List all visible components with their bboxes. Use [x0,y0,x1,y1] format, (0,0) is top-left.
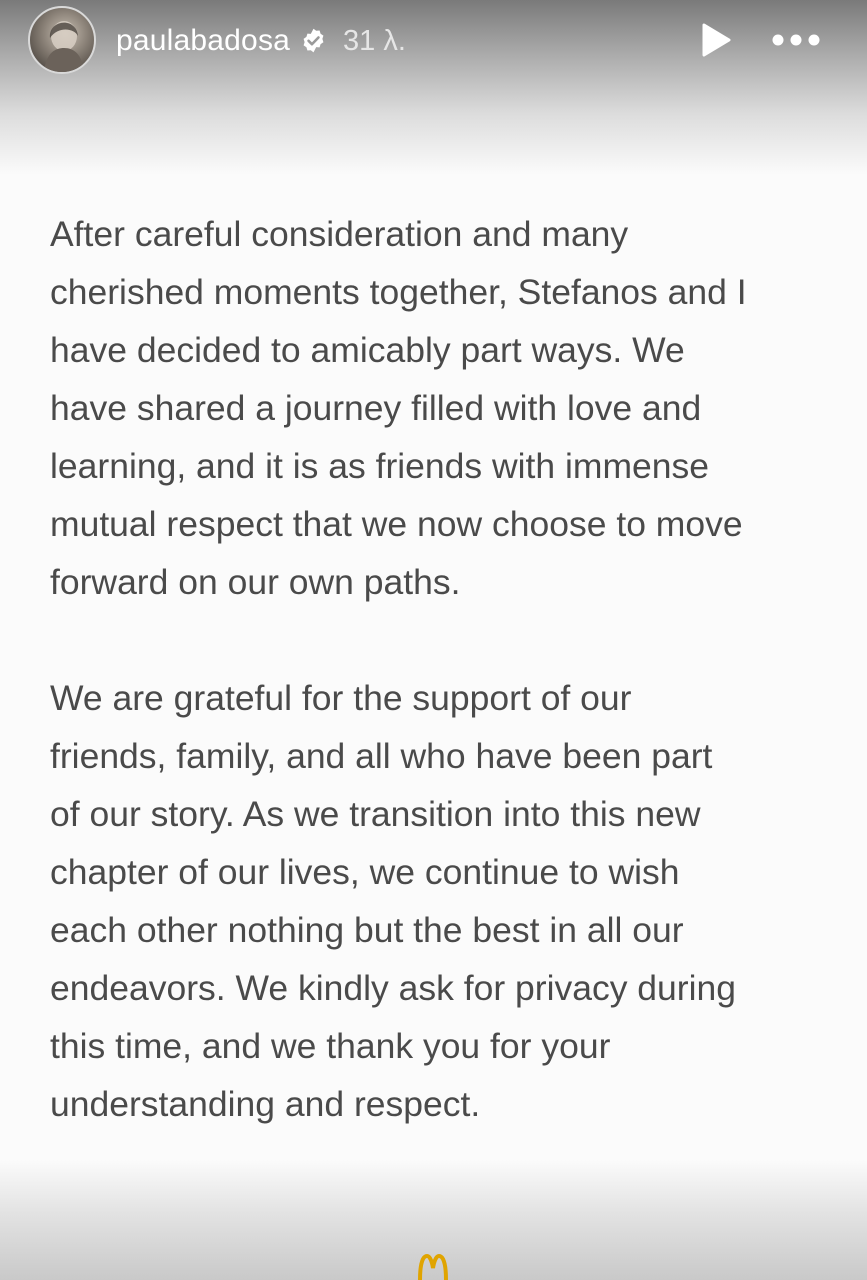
message-line: chapter of our lives, we continue to wish [50,852,680,892]
message-line: We are grateful for the support of our [50,678,632,718]
message-paragraph-1 [50,205,840,611]
avatar-image [30,8,94,72]
message-line: learning, and it is as friends with immense [50,446,710,486]
story-header [0,0,867,80]
message-line: this time, and we thank you for your [50,1026,611,1066]
verified-badge-icon [300,27,327,54]
more-options-icon[interactable] [770,26,822,54]
message-line: cherished moments together, Stefanos and I [50,272,747,312]
story-message [50,205,840,1133]
message-line: endeavors. We kindly ask for privacy during [50,968,736,1008]
message-line: have shared a journey filled with love and [50,388,702,428]
message-line: each other nothing but the best in all our [50,910,684,950]
golden-arches-icon [418,1254,448,1280]
message-line: understanding and respect. [50,1084,481,1124]
username[interactable]: paulabadosa [116,24,291,57]
message-paragraph-2 [50,669,840,1133]
message-line: friends, family, and all who have been part [50,736,713,776]
post-time: 31 λ. [343,25,406,57]
message-line: forward on our own paths. [50,562,461,602]
profile-avatar[interactable] [28,6,96,74]
message-line: After careful consideration and many [50,214,629,254]
message-line: of our story. As we transition into this new [50,794,701,834]
message-line: have decided to amicably part ways. We [50,330,685,370]
play-icon[interactable] [697,22,733,58]
message-line: mutual respect that we now choose to move [50,504,743,544]
